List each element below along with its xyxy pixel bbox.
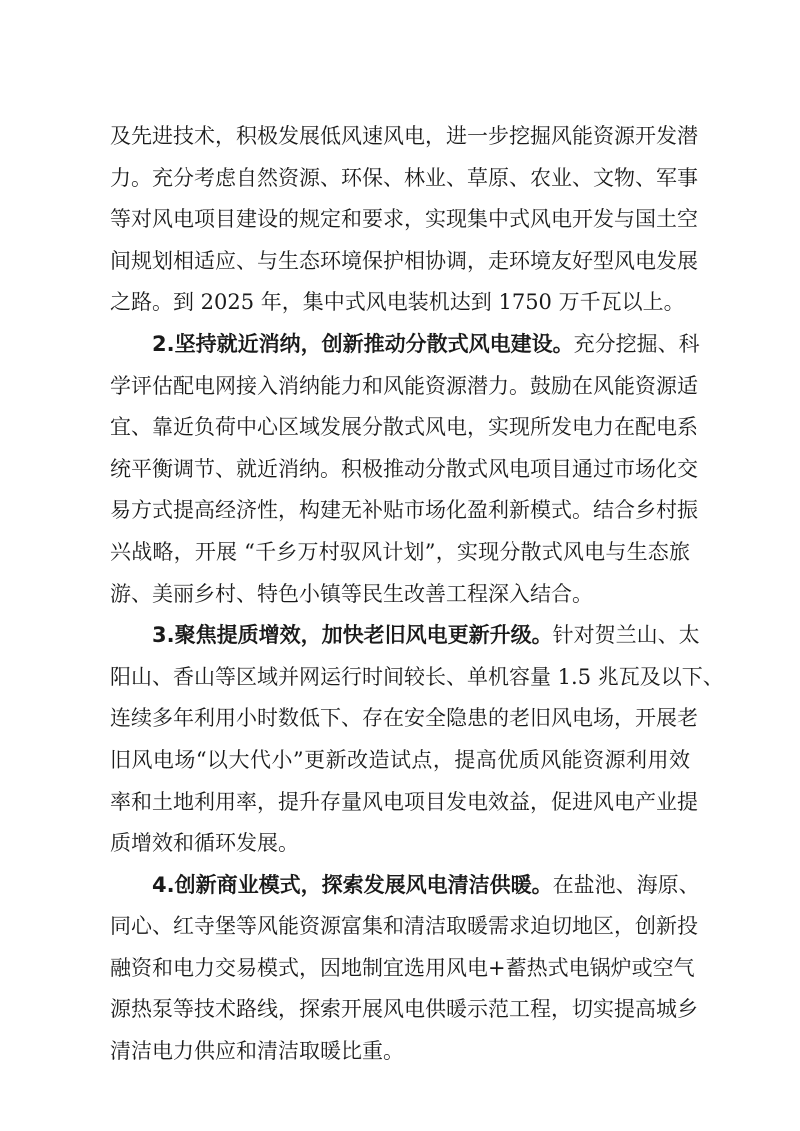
paragraph-2 <box>110 324 700 615</box>
text-line <box>110 615 700 657</box>
text-line: 阳山、香山等区域并网运行时间较长、单机容量 1.5 兆瓦及以下、 <box>110 664 724 689</box>
paragraph-heading: 2.坚持就近消纳，创新推动分散式风电建设。 <box>152 331 574 356</box>
text-line: 游、美丽乡村、特色小镇等民生改善工程深入结合。 <box>110 581 593 606</box>
text-line: 间规划相适应、与生态环境保护相协调，走环境友好型风电发展 <box>110 248 698 273</box>
paragraph-first-line-rest: 在盐池、海原、 <box>552 872 700 897</box>
paragraph-1 <box>110 116 698 324</box>
text-line: 等对风电项目建设的规定和要求，实现集中式风电开发与国土空 <box>110 207 698 232</box>
paragraph-4 <box>110 865 700 1073</box>
text-line: 质增效和循环发展。 <box>110 831 299 856</box>
paragraph-heading: 3.聚焦提质增效，加快老旧风电更新升级。 <box>152 623 553 648</box>
text-line <box>110 324 700 366</box>
text-line: 力。充分考虑自然资源、环保、林业、草原、农业、文物、军事 <box>110 165 698 190</box>
paragraph-first-line-rest: 充分挖掘、科 <box>573 331 700 356</box>
paragraph-heading: 4.创新商业模式，探索发展风电清洁供暖。 <box>152 872 553 897</box>
text-line: 连续多年利用小时数低下、存在安全隐患的老旧风电场，开展老 <box>110 706 698 731</box>
text-line: 融资和电力交易模式，因地制宜选用风电+蓄热式电锅炉或空气 <box>110 955 695 980</box>
document-body <box>110 116 724 1073</box>
text-line: 旧风电场“以大代小”更新改造试点，提高优质风能资源利用效 <box>110 747 690 772</box>
text-line: 学评估配电网接入消纳能力和风能资源潜力。鼓励在风能资源适 <box>110 373 698 398</box>
text-line: 率和土地利用率，提升存量风电项目发电效益，促进风电产业提 <box>110 789 698 814</box>
text-line: 及先进技术，积极发展低风速风电，进一步挖掘风能资源开发潜 <box>110 124 698 148</box>
text-line: 源热泵等技术路线，探索开展风电供暖示范工程，切实提高城乡 <box>110 997 698 1022</box>
text-line: 同心、红寺堡等风能资源富集和清洁取暖需求迫切地区，创新投 <box>110 914 698 939</box>
text-line <box>110 865 700 907</box>
text-line: 易方式提高经济性，构建无补贴市场化盈利新模式。结合乡村振 <box>110 498 698 523</box>
text-line: 兴战略，开展 “千乡万村驭风计划”，实现分散式风电与生态旅 <box>110 539 690 564</box>
paragraph-first-line-rest: 针对贺兰山、太 <box>552 623 700 648</box>
text-line: 之路。到 2025 年，集中式风电装机达到 1750 万千瓦以上。 <box>110 290 685 315</box>
paragraph-3 <box>110 615 724 865</box>
text-line: 清洁电力供应和清洁取暖比重。 <box>110 1039 404 1064</box>
text-line: 统平衡调节、就近消纳。积极推动分散式风电项目通过市场化交 <box>110 456 698 481</box>
text-line: 宜、靠近负荷中心区域发展分散式风电，实现所发电力在配电系 <box>110 415 698 440</box>
